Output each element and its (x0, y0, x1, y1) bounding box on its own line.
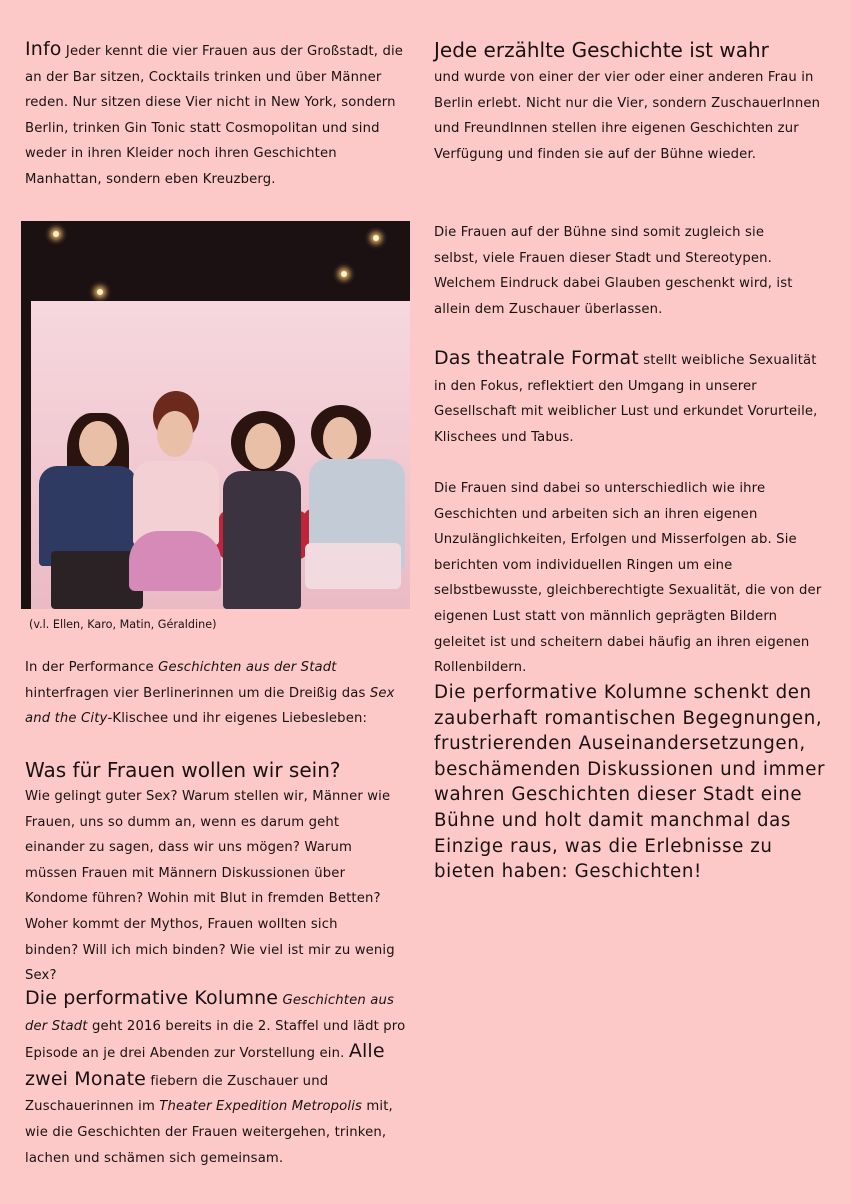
info-lead: Info (25, 38, 62, 60)
stereotypen-text: Die Frauen auf der Bühne sind somit zugleich sie selbst, viele Frauen dieser Stadt und Stereotypen. Welchem Eindruck dabei Glauben geschenkt wird, ist allein dem Zuschauer überlassen. (434, 225, 793, 317)
wahr-heading: Jede erzählte Geschichte ist wahr (434, 38, 769, 62)
performance-paragraph (25, 655, 410, 732)
frauen-text: Wie gelingt guter Sex? Warum stellen wir, Männer wie Frauen, uns so dumm an, wenn es darum geht einander zu sagen, dass wir uns mögen? Warum müssen Frauen mit Männern Diskussionen über Kondome führen? Wohin mit Blut in fremden Betten? Woher kommt der Mythos, Frauen wollten sich binden? Will ich mich binden? Wie viel ist mir zu wenig Sex? (25, 789, 395, 984)
info-section (25, 37, 413, 193)
info-text: Jeder kennt die vier Frauen aus der Großstadt, die an der Bar sitzen, Cocktails trinken und über Männer reden. Nur sitzen diese Vier nicht in New York, sondern Berlin, trinken Gin Tonic statt Cosmopolitan und sind weder in ihren Kleider noch ihren Geschichten Manhattan, sondern eben Kreuzberg. (25, 44, 404, 187)
kolumne-title: Geschichten aus der Stadt (25, 993, 394, 1034)
frauen-heading: Was für Frauen wollen wir sein? (25, 758, 341, 782)
stage-light (373, 235, 379, 241)
kolumne-lead: Die performative Kolumne (25, 987, 279, 1009)
format-paragraph (434, 346, 829, 450)
kolumne-text-2: fiebern die Zuschauer und Zuschauerinnen im (25, 1073, 329, 1115)
stage-light (97, 289, 103, 295)
kolumne-text-1: geht 2016 bereits in die 2. Staffel und lädt pro Episode an je drei Abenden zur Vorstellung ein. (25, 1018, 406, 1062)
kolumne-lead-2: Alle zwei Monate (25, 1040, 385, 1090)
format-text: stellt weibliche Sexualität in den Fokus, reflektiert den Umgang in unserer Gesellschaft mit weiblicher Lust und erkundet Vorurteile, Klischees und Tabus. (434, 353, 818, 445)
closing-text: Die performative Kolumne schenkt den zauberhaft romantischen Begegnungen, frustrierenden Auseinandersetzungen, beschämenden Diskussionen und immer wahren Geschichten dieser Stadt eine Bühne und holt damit manchmal das Einzige raus, was die Erlebnisse zu bieten haben: Geschichten! (434, 682, 826, 883)
stage-light (341, 271, 347, 277)
group-photo (21, 221, 410, 609)
performance-text-1: In der Performance (25, 660, 159, 675)
performance-text-3: -Klischee und ihr eigenes Liebesleben: (107, 711, 368, 727)
unterschiedlich-text: Die Frauen sind dabei so unterschiedlich wie ihre Geschichten und arbeiten sich an ihren eigenen Unzulänglichkeiten, Erfolgen und Misserfolgen ab. Sie berichten vom individuellen Ringen um eine selbstbewusste, gleichberechtigte Sexualität, die von der eigenen Lust statt von männlich geprägten Bildern geleitet ist und scheitern dabei häufig an ihren eigenen Rollenbildern. (434, 481, 822, 676)
stage-light (53, 231, 59, 237)
kolumne-text-3: mit, wie die Geschichten der Frauen weitergehen, trinken, lachen und schämen sich gemeinsam. (25, 1099, 393, 1166)
performance-reference: Sex and the City (25, 685, 395, 727)
format-lead: Das theatrale Format (434, 347, 639, 369)
photo-caption: (v.l. Ellen, Karo, Matin, Géraldine) (29, 618, 217, 631)
wahr-text: und wurde von einer der vier oder einer anderen Frau in Berlin erlebt. Nicht nur die Vier, sondern ZuschauerInnen und FreundInnen stellen ihre eigenen Geschichten zur Verfügung und finden sie auf der Bühne wieder. (434, 70, 821, 162)
kolumne-theater: Theater Expedition Metropolis (159, 1099, 363, 1115)
kolumne-paragraph (25, 986, 410, 1171)
performance-title: Geschichten aus der Stadt (158, 660, 337, 675)
performance-text-2: hinterfragen vier Berlinerinnen um die Dreißig das (25, 685, 370, 701)
